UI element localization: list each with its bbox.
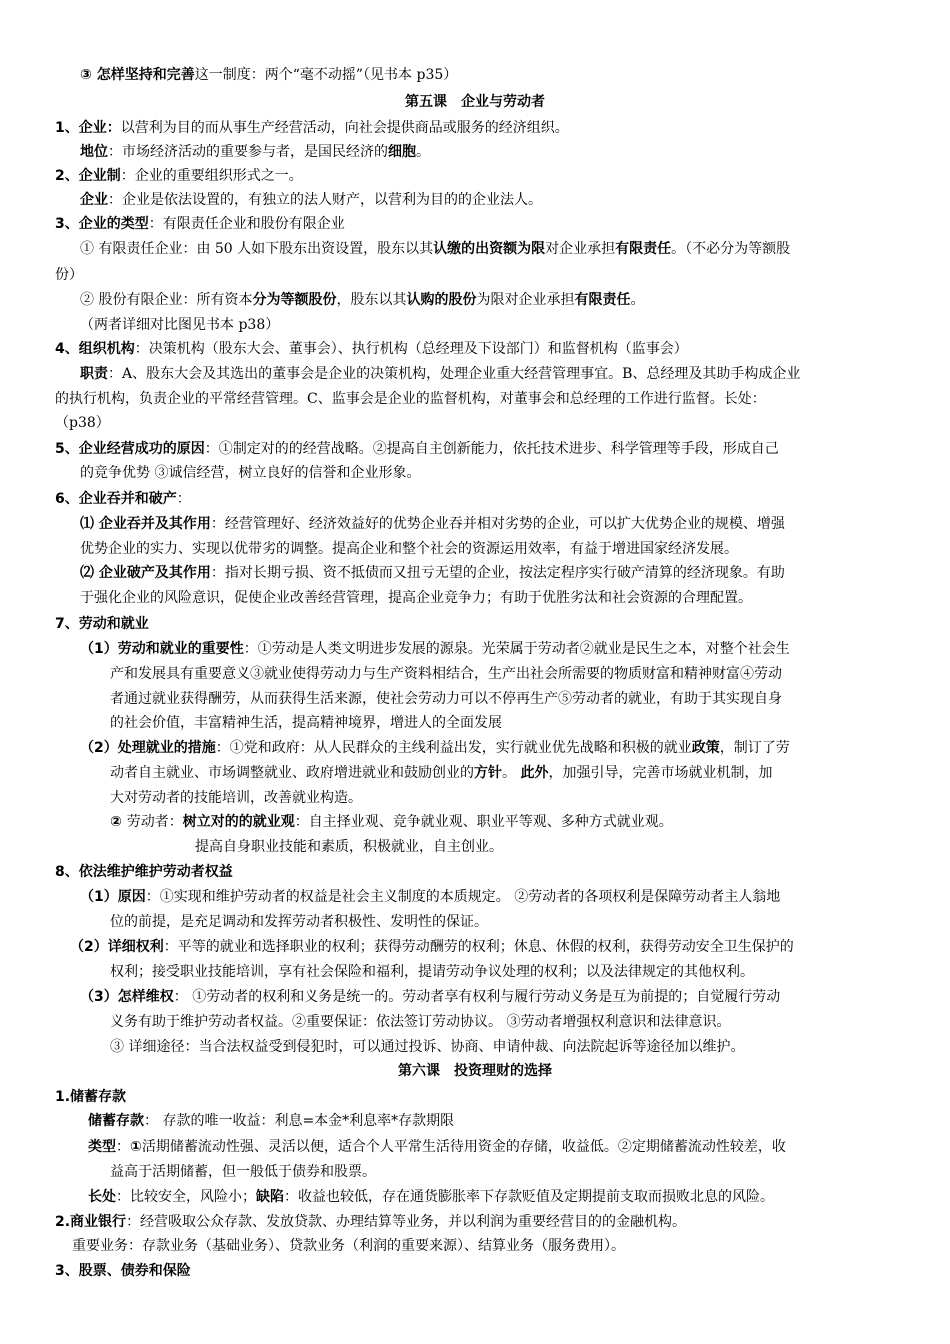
bold-text: （1）劳动和就业的重要性 [80,641,244,657]
bold-text: ⑵ 企业破产及其作用 [80,565,211,581]
text: 动者自主就业、市场调整就业、政府增进就业和鼓励创业的 [110,765,474,781]
text-line [55,118,569,138]
text: ：有限责任企业和股份有限企业 [148,216,345,232]
text-line [80,239,790,259]
text-line [55,214,345,234]
text-line [88,1111,454,1131]
bold-text: 3、企业的类型 [55,216,149,232]
bold-text: 此外 [520,765,549,781]
text: 优势企业的实力、实现以优带劣的调整。提高企业和整个社会的资源运用效率，有益于增进国家经济发展。 [80,541,738,557]
text-line [70,937,794,957]
text-line [80,315,279,335]
text: ：企业是依法设置的，有独立的法人财产，以营利为目的的企业法人。 [108,192,542,208]
text: 的竞争优势 ③诚信经营，树立良好的信誉和企业形象。 [80,465,421,481]
text-line [80,639,790,659]
text: ： [116,1139,130,1155]
text: 。 [502,765,521,781]
text-line [80,588,752,608]
text: 重要业务：存款业务（基础业务）、贷款业务（利润的重要来源）、结算业务（服务费用）。 [72,1238,625,1254]
bold-text: 1.储蓄存款 [55,1089,127,1105]
text-line [80,463,420,483]
text-line [88,1187,774,1207]
bold-text: ② [110,814,127,830]
bold-text: 储蓄存款 [88,1113,144,1129]
bold-text: 缺陷 [256,1189,284,1205]
text: ① 有限责任企业：由 50 人如下股东出资设置，股东以其 [80,241,434,257]
bold-text: 6、企业吞并和破产 [55,491,177,507]
text-line [110,664,782,684]
text: 活期储蓄流动性强、灵活以便，适合个人平常生活待用资金的存储，收益低。②定期储蓄流动性较差，收 [141,1139,786,1155]
bold-text: 8、依法维护维护劳动者权益 [55,864,233,880]
bold-text: 方针 [474,765,502,781]
text: ：自主择业观、竞争就业观、职业平等观、多种方式就业观。 [294,814,673,830]
text: 这一制度：两个“毫不动摇”（见书本 p35） [194,67,458,83]
text: ：经营吸取公众存款、发放贷款、办理结算等业务，并以利润为重要经营目的的金融机构。 [126,1214,687,1230]
text-line [110,962,754,982]
text: 者通过就业获得酬劳，从而获得生活来源，使社会劳动力可以不停再生产⑤劳动者的就业，有助于其实现自身 [110,691,782,707]
text-line [110,812,673,832]
text: 产和发展具有重要意义③就业使得劳动力与生产资料相结合，生产出社会所需要的物质财富和精神财富④劳动 [110,666,782,682]
text: 权利；接受职业技能培训，享有社会保险和福利，提请劳动争议处理的权利；以及法律规定的其他权利。 [110,964,754,980]
bold-text: ③ 怎样坚持和完善 [80,67,195,83]
bold-text: 树立对的的就业观 [182,814,295,830]
text-line [80,364,800,384]
text-line [110,1037,744,1057]
text-line [80,65,457,85]
text-line [80,142,430,162]
text: 。 [630,292,645,308]
text: ：①劳动是人类文明进步发展的源泉。光荣属于劳动者②就业是民生之本，对整个社会生 [243,641,790,657]
text-line [80,887,780,907]
text: 于强化企业的风险意识，促使企业改善经营管理，提高企业竞争力；有助于优胜劣汰和社会资源的合理配置。 [80,590,752,606]
text: ② 股份有限企业：所有资本 [80,292,253,308]
bold-text: 5、企业经营成功的原因 [55,441,205,457]
bold-text: ⑴ 企业吞并及其作用 [80,516,211,532]
bold-text: 4、组织机构 [55,341,135,357]
bold-text: （2）处理就业的措施 [80,740,216,756]
text: ：市场经济活动的重要参与者，是国民经济的 [108,144,388,160]
bold-text: 7、劳动和就业 [55,616,149,632]
text-line [55,166,303,186]
text: ：①党和政府：从人民群众的主线利益出发，实行就业优先战略和积极的就业 [215,740,692,756]
text: 大对劳动者的技能培训，改善就业构造。 [110,790,362,806]
text-line [110,788,362,808]
lesson-6-heading: 第六课 投资理财的选择 [398,1063,552,1079]
bold-text: 3、股票、债券和保险 [55,1263,191,1279]
text-line [110,912,488,932]
text-line [110,689,782,709]
bold-text: （1）原因 [80,889,146,905]
text: ：A、股东大会及其选出的董事会是企业的决策机构，处理企业重大经营管理事宜。B、总经理及其助手构成企业 [108,366,801,382]
text-line [55,862,233,882]
text: ③ 详细途径：当合法权益受到侵犯时，可以通过投诉、协商、申请仲裁、向法院起诉等途径加以维护。 [110,1039,745,1055]
text: 份） [55,267,83,283]
text: ：比较安全，风险小； [116,1189,256,1205]
bold-text: （2）详细权利 [70,939,164,955]
bold-text: 企业 [80,192,108,208]
text-line [80,563,785,583]
text: ：企业的重要组织形式之一。 [120,168,303,184]
text: ：①实现和维护劳动者的权益是社会主义制度的本质规定。 ②劳动者的各项权利是保障劳动者主人翁地 [145,889,781,905]
text-line [80,190,542,210]
text-line [55,389,766,409]
text: ，加强引导，完善市场就业机制，加 [548,765,773,781]
text: ，股东以其 [336,292,407,308]
text-line [110,1012,730,1032]
text-line [80,514,785,534]
bold-text: 认购的股份 [406,292,477,308]
text-line [55,1261,191,1281]
bold-text: （3）怎样维权 [80,989,174,1005]
text: 义务有助于维护劳动者权益。②重要保证：依法签订劳动协议。 ③劳动者增强权利意识和法律意识。 [110,1014,731,1030]
text: 的社会价值，丰富精神生活，提高精神境界，增进人的全面发展 [110,715,502,731]
text: ：平等的就业和选择职业的权利；获得劳动酬劳的权利；休息、休假的权利，获得劳动安全卫生保护的 [163,939,794,955]
bold-text: 2.商业银行 [55,1214,127,1230]
text-line [80,539,738,559]
text-line [55,265,83,285]
bold-text: 有限责任 [574,292,631,308]
text-line [55,489,191,509]
text: 。（不必分为等额股 [671,241,791,257]
text-line [72,1236,625,1256]
text: 提高自身职业技能和素质，积极就业，自主创业。 [195,839,503,855]
lesson-5-heading: 第五课 企业与劳动者 [405,94,545,110]
bold-text: 细胞 [388,144,416,160]
text-line [55,1087,126,1107]
bold-text: 类型 [88,1139,116,1155]
bold-text: 分为等额股份 [252,292,337,308]
bold-text: 地位 [80,144,108,160]
bold-text: 2、企业制 [55,168,121,184]
text: 以营利为目的而从事生产经营活动，向社会提供商品或服务的经济组织。 [120,120,569,136]
bold-text: 政策 [691,740,720,756]
text: ： ①劳动者的权利和义务是统一的。劳动者享有权利与履行劳动义务是互为前提的；自觉履行劳动 [173,989,781,1005]
text: 。 [416,144,430,160]
text-line [55,1212,686,1232]
text-line [55,339,688,359]
bold-text: 1、企业： [55,120,121,136]
text: （p38） [55,415,110,431]
text: ：指对长期亏损、资不抵债而又扭亏无望的企业，按法定程序实行破产清算的经济现象。有助 [210,565,785,581]
text-line [55,413,110,433]
bold-text: 认缴的出资额为限 [433,241,546,257]
text: 劳动者： [126,814,183,830]
text-line [110,1162,376,1182]
text: 位的前提，是充足调动和发挥劳动者积极性、发明性的保证。 [110,914,488,930]
text: 对企业承担 [545,241,616,257]
text-line [55,614,149,634]
text-line [80,738,790,758]
text: ：经营管理好、经济效益好的优势企业吞并相对劣势的企业，可以扩大优势企业的规模、增强 [210,516,785,532]
text: ：决策机构（股东大会、董事会）、执行机构（总经理及下设部门）和监督机构（监事会） [134,341,688,357]
text: 的执行机构，负责企业的平常经营管理。C、监事会是企业的监督机构，对董事会和总经理的工作进行监督。长处： [55,391,766,407]
bold-text: 职责 [80,366,108,382]
text: ： 存款的唯一收益：利息=本金*利息率*存款期限 [144,1113,455,1129]
text: ： [176,491,191,507]
text-line [80,290,644,310]
text-line [110,763,772,783]
bold-text: 有限责任 [615,241,672,257]
text-line [195,837,503,857]
text-line [80,987,780,1007]
text-line [110,713,502,733]
text-line [55,439,779,459]
bold-text: ① [130,1139,142,1155]
text: 为限对企业承担 [476,292,575,308]
text: ，制订了劳 [719,740,790,756]
text: 益高于活期储蓄，但一般低于债券和股票。 [110,1164,376,1180]
text: ：①制定对的的经营战略。②提高自主创新能力，依托技术进步、科学管理等手段，形成自己 [204,441,779,457]
bold-text: 长处 [88,1189,116,1205]
text: （两者详细对比图见书本 p38） [80,317,280,333]
text-line [88,1137,786,1157]
text: ：收益也较低，存在通货膨胀率下存款贬值及定期提前支取而损败北息的风险。 [284,1189,774,1205]
